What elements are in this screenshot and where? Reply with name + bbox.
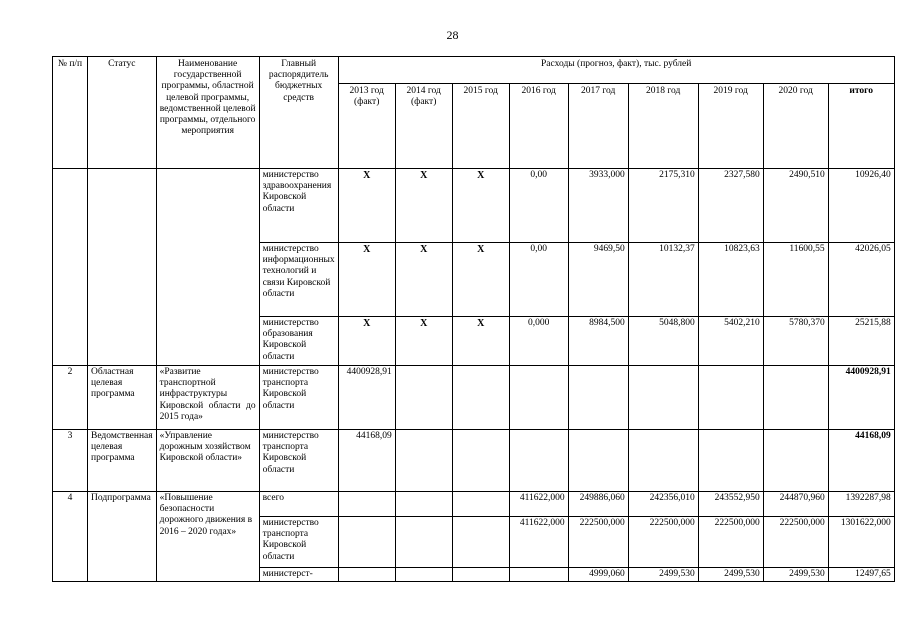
value-cell: 222500,000 [568, 517, 628, 568]
value-cell: 4400928,91 [338, 366, 395, 430]
table-row [53, 169, 895, 243]
value-cell: X [338, 169, 395, 243]
value-cell: 5048,800 [628, 317, 698, 366]
manager-cell: министерство транспорта Кировской области [259, 430, 338, 492]
value-cell [509, 430, 568, 492]
value-cell: 5780,370 [763, 317, 828, 366]
year-header: 2017 год [568, 84, 628, 169]
value-cell: 0,00 [509, 243, 568, 317]
value-cell: 8984,500 [568, 317, 628, 366]
value-cell: 2175,310 [628, 169, 698, 243]
row-number: 4 [53, 492, 88, 582]
value-cell: 222500,000 [698, 517, 763, 568]
value-cell: X [452, 169, 509, 243]
budget-table [52, 56, 895, 582]
value-cell: 11600,55 [763, 243, 828, 317]
total-cell: 10926,40 [828, 169, 894, 243]
value-cell: X [395, 317, 452, 366]
value-cell: X [452, 243, 509, 317]
value-cell [338, 492, 395, 517]
value-cell: 222500,000 [763, 517, 828, 568]
manager-cell: министерство информационных технологий и связи Кировской области [259, 243, 338, 317]
program-name-cell: «Управление дорожным хозяйством Кировской области» [156, 430, 259, 492]
col-header-expenses: Расходы (прогноз, факт), тыс. рублей [338, 57, 894, 84]
total-cell: 4400928,91 [828, 366, 894, 430]
status-cell: Областная целевая программа [88, 366, 157, 430]
total-cell: 12497,65 [828, 568, 894, 582]
total-cell: 1392287,98 [828, 492, 894, 517]
value-cell: 9469,50 [568, 243, 628, 317]
value-cell: 411622,000 [509, 492, 568, 517]
value-cell [395, 430, 452, 492]
value-cell [452, 430, 509, 492]
value-cell [338, 568, 395, 582]
value-cell: 243552,950 [698, 492, 763, 517]
value-cell: 2499,530 [628, 568, 698, 582]
value-cell [395, 517, 452, 568]
year-header: 2015 год [452, 84, 509, 169]
total-cell: 44168,09 [828, 430, 894, 492]
value-cell: 2490,510 [763, 169, 828, 243]
year-header: 2018 год [628, 84, 698, 169]
col-header-name: Наименование государственной программы, областной целевой программы, ведомственной целевой программы, отдельного мероприятия [156, 57, 259, 169]
manager-cell: министерство здравоохранения Кировской области [259, 169, 338, 243]
value-cell [763, 366, 828, 430]
row-number: 2 [53, 366, 88, 430]
value-cell: 0,000 [509, 317, 568, 366]
total-cell: 42026,05 [828, 243, 894, 317]
value-cell: 10823,63 [698, 243, 763, 317]
value-cell: 242356,010 [628, 492, 698, 517]
value-cell: 2499,530 [698, 568, 763, 582]
manager-cell: министерство образования Кировской области [259, 317, 338, 366]
col-header-manager: Главный распорядитель бюджетных средств [259, 57, 338, 169]
value-cell: 244870,960 [763, 492, 828, 517]
value-cell [452, 568, 509, 582]
table-row [53, 430, 895, 492]
table-row [53, 366, 895, 430]
value-cell: X [395, 243, 452, 317]
value-cell: 4999,060 [568, 568, 628, 582]
value-cell [698, 430, 763, 492]
value-cell [452, 517, 509, 568]
year-header: 2020 год [763, 84, 828, 169]
value-cell: X [338, 317, 395, 366]
status-cell: Подпрограмма [88, 492, 157, 582]
value-cell: 0,00 [509, 169, 568, 243]
manager-cell: всего [259, 492, 338, 517]
table-row [53, 492, 895, 517]
total-header: итого [828, 84, 894, 169]
col-header-no: № п/п [53, 57, 88, 169]
value-cell [568, 366, 628, 430]
program-name-cell: «Развитие транспортной инфраструктуры Кировской области до 2015 года» [156, 366, 259, 430]
value-cell [509, 568, 568, 582]
value-cell [763, 430, 828, 492]
value-cell: 222500,000 [628, 517, 698, 568]
year-header: 2013 год (факт) [338, 84, 395, 169]
value-cell: 10132,37 [628, 243, 698, 317]
manager-cell: министерство транспорта Кировской области [259, 366, 338, 430]
value-cell [568, 430, 628, 492]
status-cell: Ведомственная целевая программа [88, 430, 157, 492]
value-cell: X [452, 317, 509, 366]
value-cell [338, 517, 395, 568]
value-cell [395, 568, 452, 582]
program-name-cell: «Повышение безопасности дорожного движения в 2016 – 2020 годах» [156, 492, 259, 582]
value-cell [628, 366, 698, 430]
value-cell [509, 366, 568, 430]
value-cell: X [338, 243, 395, 317]
total-cell: 1301622,000 [828, 517, 894, 568]
row-number: 3 [53, 430, 88, 492]
year-header: 2014 год (факт) [395, 84, 452, 169]
col-header-status: Статус [88, 57, 157, 169]
value-cell [452, 366, 509, 430]
year-header: 2019 год [698, 84, 763, 169]
value-cell: 5402,210 [698, 317, 763, 366]
value-cell [452, 492, 509, 517]
value-cell: 2499,530 [763, 568, 828, 582]
value-cell: 44168,09 [338, 430, 395, 492]
value-cell [698, 366, 763, 430]
value-cell [395, 492, 452, 517]
value-cell [395, 366, 452, 430]
page-number: 28 [446, 28, 459, 42]
manager-cell: министерство транспорта Кировской области [259, 517, 338, 568]
total-cell: 25215,88 [828, 317, 894, 366]
value-cell: X [395, 169, 452, 243]
value-cell: 411622,000 [509, 517, 568, 568]
value-cell [628, 430, 698, 492]
manager-cell: министерст- [259, 568, 338, 582]
value-cell: 249886,060 [568, 492, 628, 517]
value-cell: 2327,580 [698, 169, 763, 243]
value-cell: 3933,000 [568, 169, 628, 243]
year-header: 2016 год [509, 84, 568, 169]
